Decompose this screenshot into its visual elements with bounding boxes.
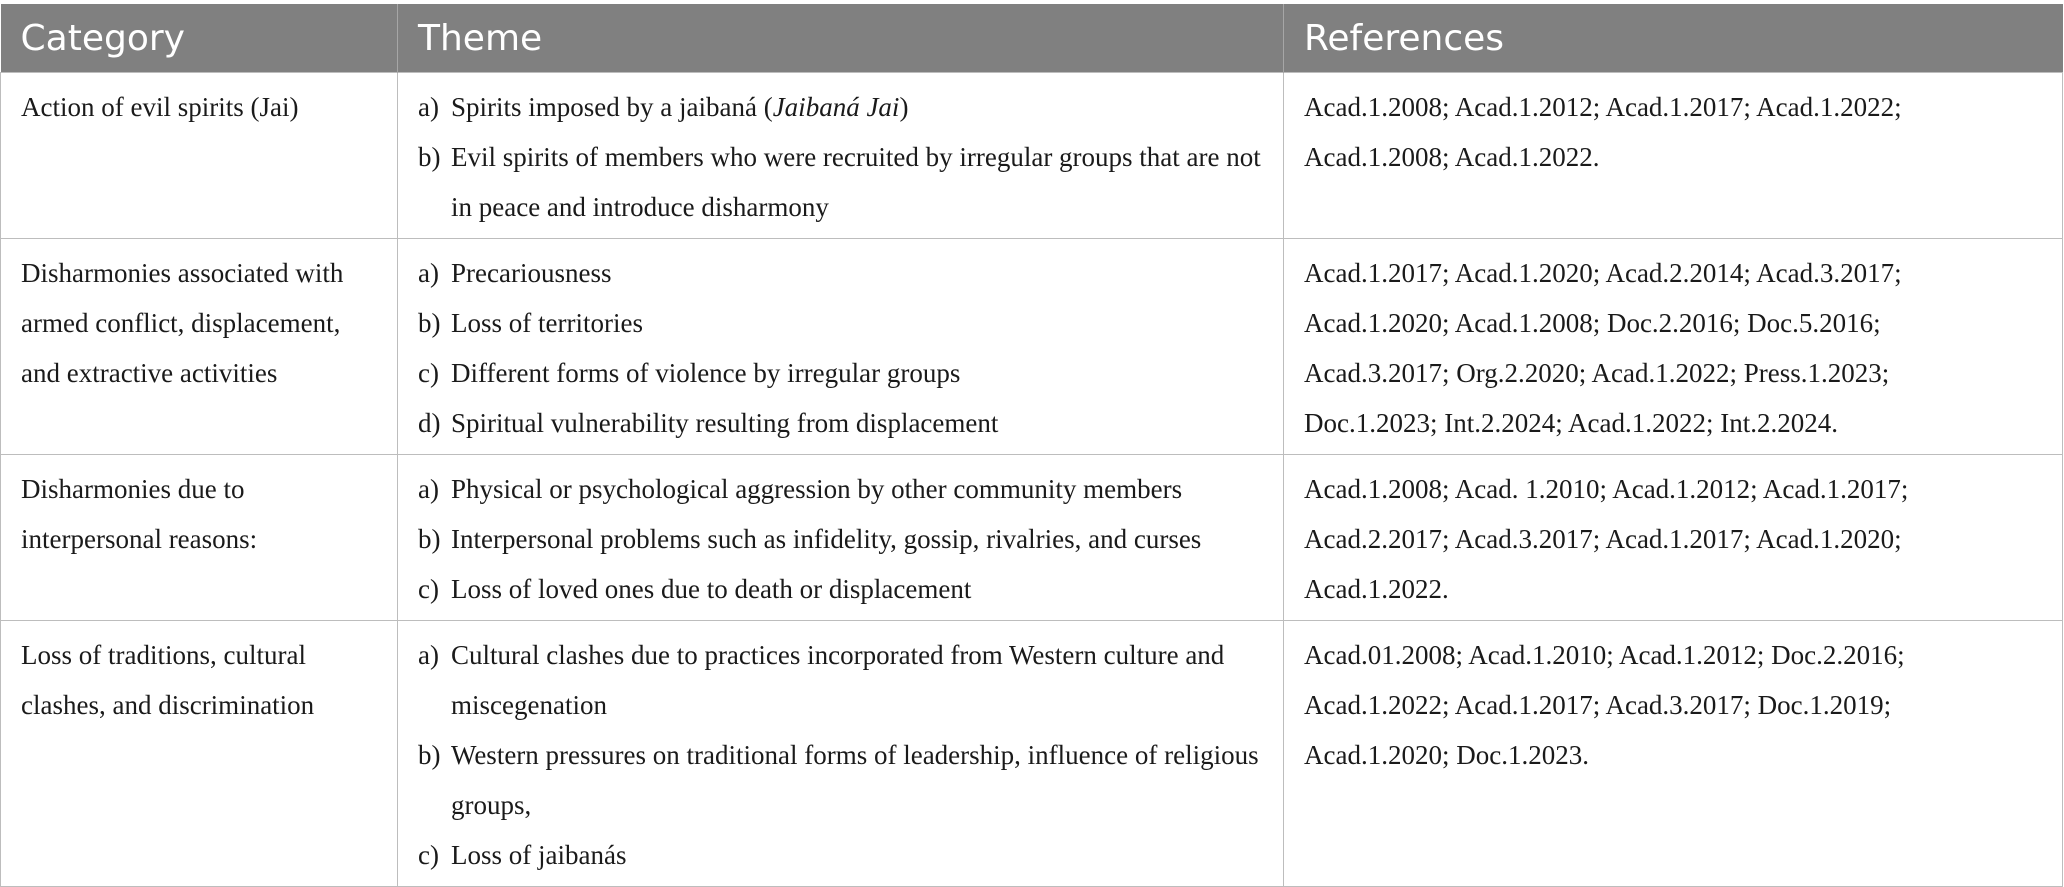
theme-item [418, 464, 1263, 514]
theme-marker: c) [418, 574, 439, 604]
themes-table-container [0, 4, 2062, 887]
theme-text: Loss of territories [451, 308, 643, 338]
themes-table [0, 4, 2063, 887]
category-cell: Action of evil spirits (Jai) [1, 73, 398, 239]
theme-text: Spiritual vulnerability resulting from displacement [451, 408, 999, 438]
references-cell: Acad.1.2017; Acad.1.2020; Acad.2.2014; Acad.3.2017; Acad.1.2020; Acad.1.2008; Doc.2.2016; Doc.5.2016; Acad.3.2017; Org.2.2020; Acad.1.2022; Press.1.2023; Doc.1.2023; Int.2.2024; Acad.1.2022; Int.2.2024. [1284, 239, 2063, 455]
theme-item [418, 398, 1263, 448]
theme-marker: c) [418, 358, 439, 388]
references-cell: Acad.1.2008; Acad.1.2012; Acad.1.2017; Acad.1.2022; Acad.1.2008; Acad.1.2022. [1284, 73, 2063, 239]
theme-text-pre: Spirits imposed by a jaibaná ( [451, 92, 773, 122]
theme-item [418, 630, 1263, 730]
theme-item [418, 730, 1263, 830]
theme-item [418, 82, 1263, 132]
theme-item [418, 348, 1263, 398]
theme-item [418, 248, 1263, 298]
theme-item [418, 132, 1263, 232]
theme-marker: d) [418, 408, 441, 438]
theme-cell [398, 455, 1284, 621]
theme-item [418, 830, 1263, 880]
theme-item [418, 298, 1263, 348]
theme-text-italic: Jaibaná Jai [772, 92, 900, 122]
table-row [1, 621, 2063, 887]
header-row [1, 4, 2063, 73]
theme-text: Cultural clashes due to practices incorporated from Western culture and miscegenation [451, 640, 1225, 720]
theme-text: Evil spirits of members who were recruited by irregular groups that are not in peace and introduce disharmony [451, 142, 1261, 222]
references-cell: Acad.01.2008; Acad.1.2010; Acad.1.2012; Doc.2.2016; Acad.1.2022; Acad.1.2017; Acad.3.2017; Doc.1.2019; Acad.1.2020; Doc.1.2023. [1284, 621, 2063, 887]
theme-text-post: ) [899, 92, 909, 122]
header-theme: Theme [398, 4, 1284, 73]
theme-cell [398, 73, 1284, 239]
header-references: References [1284, 4, 2063, 73]
table-row [1, 455, 2063, 621]
theme-text: Precariousness [451, 258, 612, 288]
theme-marker: a) [418, 258, 439, 288]
category-cell: Disharmonies due to interpersonal reasons: [1, 455, 398, 621]
theme-item [418, 514, 1263, 564]
table-header [1, 4, 2063, 73]
category-cell: Disharmonies associated with armed conflict, displacement, and extractive activities [1, 239, 398, 455]
theme-item [418, 564, 1263, 614]
theme-text: Loss of loved ones due to death or displacement [451, 574, 972, 604]
theme-marker: b) [418, 142, 441, 172]
theme-marker: a) [418, 640, 439, 670]
theme-text: Physical or psychological aggression by other community members [451, 474, 1183, 504]
header-category: Category [1, 4, 398, 73]
theme-marker: a) [418, 474, 439, 504]
theme-text: Different forms of violence by irregular groups [451, 358, 961, 388]
theme-text: Western pressures on traditional forms of leadership, influence of religious groups, [451, 740, 1259, 820]
table-row [1, 239, 2063, 455]
theme-marker: b) [418, 740, 441, 770]
theme-text: Interpersonal problems such as infidelity, gossip, rivalries, and curses [451, 524, 1202, 554]
references-cell: Acad.1.2008; Acad. 1.2010; Acad.1.2012; Acad.1.2017; Acad.2.2017; Acad.3.2017; Acad.1.2017; Acad.1.2020; Acad.1.2022. [1284, 455, 2063, 621]
theme-marker: b) [418, 524, 441, 554]
table-body [1, 73, 2063, 887]
theme-text [451, 82, 1263, 132]
table-row [1, 73, 2063, 239]
theme-text: Loss of jaibanás [451, 840, 627, 870]
theme-cell [398, 239, 1284, 455]
category-cell: Loss of traditions, cultural clashes, and discrimination [1, 621, 398, 887]
theme-marker: a) [418, 92, 439, 122]
theme-cell [398, 621, 1284, 887]
theme-marker: b) [418, 308, 441, 338]
theme-marker: c) [418, 840, 439, 870]
